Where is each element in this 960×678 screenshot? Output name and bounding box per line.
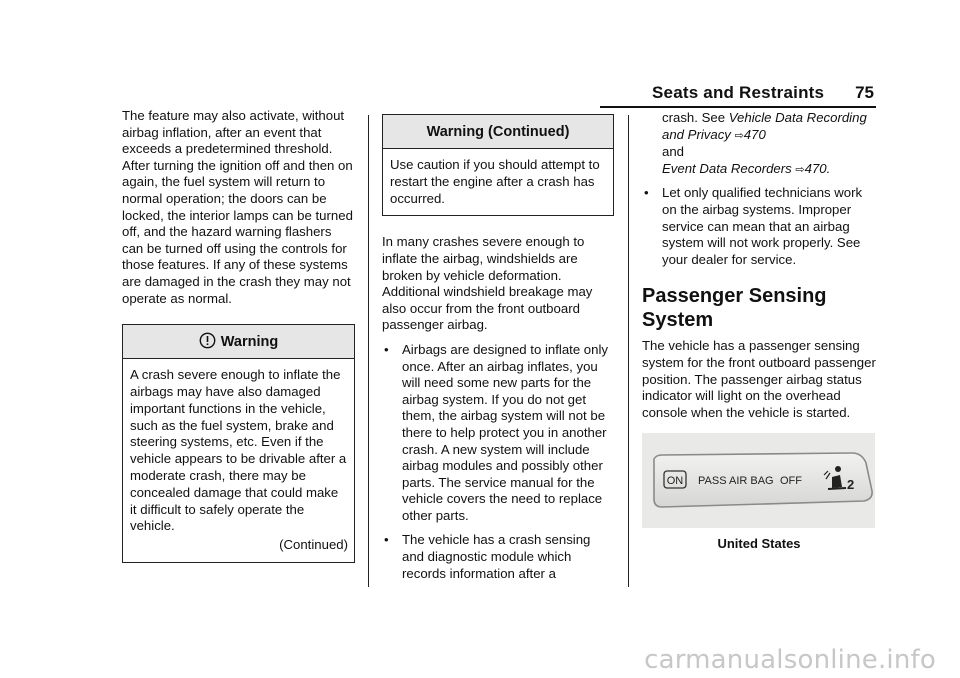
list-item — [382, 342, 614, 525]
column-3 — [642, 110, 876, 553]
warning-continued-text: Use caution if you should attempt to restart the engine after a crash has occurred. — [390, 157, 600, 206]
page-header — [600, 83, 876, 105]
paragraph-windshield: In many crashes severe enough to inflate the airbag, windshields are broken by vehicle deformation. Additional windshield breakage may also occur from the front outboard passenger airbag. — [382, 234, 593, 333]
warning-text: A crash severe enough to inflate the airbags may have also damaged important functions in the vehicle, such as the fuel system, brake and steering systems, etc. Even if the vehicle appears to be drivable after a moderate crash, there may be concealed damage that could make it difficult to safely operate the vehicle. — [130, 367, 347, 534]
xref-link-vehicle-data[interactable]: Vehicle Data Recording and Privacy — [662, 110, 867, 142]
warning-title: Warning — [220, 334, 279, 351]
passenger-airbag-indicator-image — [642, 433, 875, 528]
list-item — [382, 532, 614, 582]
bullet-icon: • — [384, 532, 389, 548]
paragraph-passenger-sensing: The vehicle has a passenger sensing system for the front outboard passenger position. The passenger airbag status indicator will light on the overhead console when the vehicle is started. — [642, 338, 876, 420]
icon-number: 2 — [847, 477, 855, 493]
column-divider-1 — [368, 115, 369, 587]
column-divider-2 — [628, 115, 629, 587]
continued-label: (Continued) — [279, 537, 348, 553]
list-item — [642, 185, 876, 268]
xref-arrow-icon: ⇨ — [795, 163, 805, 176]
bullet-qualified-technicians: Let only qualified technicians work on the airbag systems. Improper service can mean that an airbag system will not work properly. See your dealer for service. — [662, 185, 863, 267]
column-2 — [382, 114, 614, 582]
off-label: OFF — [780, 475, 802, 488]
warning-continued-box — [382, 114, 614, 216]
warning-body — [123, 359, 354, 562]
bullet-airbags-inflate: Airbags are designed to inflate only once. After an airbag inflates, you will need some new parts for the airbag system. If you do not get them, the airbag system will not be there to help protect you in another crash. A new system will include airbag modules and possibly other parts. The service manual for the vehicle covers the need to replace other parts. — [402, 341, 609, 523]
continuation-text: crash. See — [662, 110, 729, 125]
watermark: carmanualsonline.info — [644, 645, 936, 675]
column-1 — [122, 108, 355, 563]
warning-continued-header: Warning (Continued) — [383, 115, 613, 149]
image-caption: United States — [717, 536, 801, 552]
bullet-crash-module: The vehicle has a crash sensing and diagnostic module which records information after a — [402, 532, 591, 581]
bullet-icon: • — [644, 185, 649, 201]
section-heading: Seats and Restraints — [652, 83, 825, 102]
page-number: 75 — [855, 83, 874, 102]
indicator-illustration — [642, 433, 875, 528]
warning-triangle-icon — [199, 332, 216, 349]
xref-link-event-data[interactable]: Event Data Recorders — [662, 160, 792, 176]
section-title: Passenger Sensing System — [642, 285, 827, 332]
pass-airbag-label: PASS AIR BAG — [698, 475, 774, 488]
xref-page[interactable]: 470 — [804, 160, 827, 176]
warning-box — [122, 324, 355, 563]
header-rule — [600, 106, 876, 108]
xref-arrow-icon: ⇨ — [734, 129, 744, 142]
warning-continued-body — [383, 149, 613, 215]
xref-page[interactable]: 470 — [743, 126, 766, 142]
paragraph-feature-activate: The feature may also activate, without airbag inflation, after an event that exceeds a predetermined threshold. After turning the ignition off and then on again, the fuel system will return to normal operation; the doors can be locked, the interior lamps can be turned off, and the hazard warning flashers can be turned off using the controls for those features. If any of these systems are damaged in the crash they may not operate as normal. — [122, 108, 353, 306]
and-text: and — [662, 144, 685, 160]
warning-header — [123, 325, 354, 359]
bullet-continuation: crash. See Vehicle Data Recording and Privacy ⇨470 and Event Data Recorders ⇨470. — [662, 110, 867, 176]
on-label: ON — [666, 475, 684, 488]
bullet-icon: • — [384, 341, 389, 357]
